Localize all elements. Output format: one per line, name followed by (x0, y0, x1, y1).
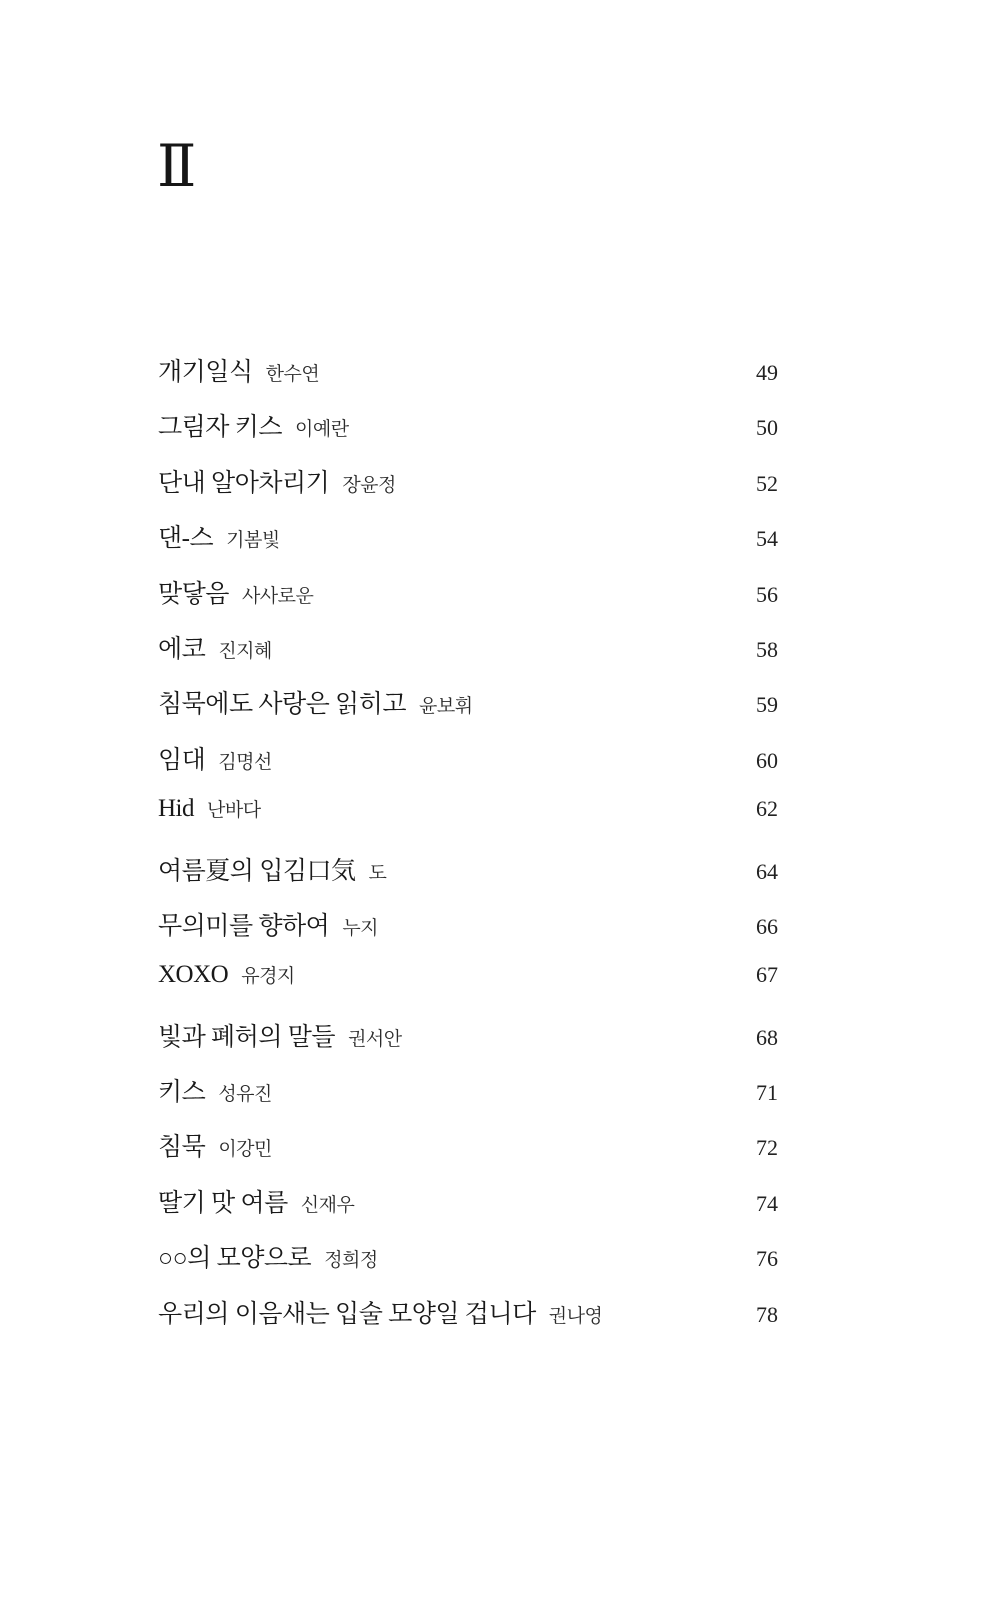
toc-row (158, 684, 778, 739)
toc-row (158, 1183, 778, 1238)
toc-entry-title: 침묵 (158, 1134, 206, 1162)
toc-entry-author: 신재우 (300, 1194, 355, 1216)
toc-row (158, 1238, 778, 1293)
toc-entry-author: 누지 (342, 917, 379, 939)
toc-entry-author: 이예란 (295, 419, 349, 441)
toc-entry-author: 사사로운 (241, 585, 314, 607)
toc-entry-page-number: 56 (756, 581, 778, 607)
toc-entry-title: 우리의 이음새는 입술 모양일 겁니다 (158, 1300, 536, 1328)
toc-entry-title: 단내 알아차리기 (158, 469, 330, 497)
toc-entry-title: 맞닿음 (158, 580, 229, 608)
toc-entry-author: 권나영 (548, 1305, 603, 1327)
toc-row (158, 352, 778, 407)
toc-entry-author: 장윤정 (342, 474, 396, 496)
toc-entry-page-number: 54 (756, 526, 778, 552)
section-heading: Ⅱ (157, 134, 197, 199)
toc-row (158, 851, 778, 906)
toc-entry-page-number: 67 (756, 962, 778, 988)
toc-entry-author: 성유진 (218, 1084, 272, 1106)
toc-entry-author: 기봄빛 (226, 530, 280, 552)
toc-entry-author: 도 (368, 862, 387, 884)
toc-entry-title: ○○의 모양으로 (158, 1245, 312, 1273)
toc-entry-page-number: 62 (756, 796, 778, 822)
toc-row (158, 1072, 778, 1127)
toc-entry-page-number: 66 (756, 913, 778, 939)
toc-entry-title: 댄-스 (158, 525, 214, 553)
toc-row (158, 740, 778, 795)
toc-entry-page-number: 72 (756, 1135, 778, 1161)
toc-entry-author: 김명선 (218, 751, 272, 773)
toc-entry-page-number: 71 (756, 1080, 778, 1106)
toc-entry-page-number: 52 (756, 470, 778, 496)
toc-entry-author: 권서안 (348, 1028, 402, 1050)
toc-entry-title: 그림자 키스 (158, 414, 283, 442)
toc-list (158, 352, 778, 1349)
toc-row (158, 463, 778, 518)
toc-entry-page-number: 49 (756, 360, 778, 385)
toc-entry-page-number: 59 (756, 692, 778, 718)
toc-row (158, 407, 778, 462)
toc-entry-title: 개기일식 (158, 359, 253, 386)
toc-entry-author: 유경지 (241, 966, 295, 988)
toc-entry-page-number: 60 (756, 747, 778, 773)
toc-entry-title: Hid (158, 795, 194, 823)
toc-row (158, 1127, 778, 1182)
toc-entry-title: 빛과 폐허의 말들 (158, 1023, 336, 1051)
toc-entry-author: 이강민 (218, 1139, 272, 1161)
toc-entry-title: 임대 (158, 746, 206, 774)
toc-row (158, 1017, 778, 1072)
toc-entry-page-number: 68 (756, 1024, 778, 1050)
toc-entry-page-number: 50 (756, 415, 778, 441)
toc-entry-page-number: 74 (756, 1190, 778, 1216)
toc-entry-page-number: 64 (756, 858, 778, 884)
toc-row (158, 574, 778, 629)
toc-entry-title: 침묵에도 사랑은 읽히고 (158, 691, 407, 719)
toc-entry-title: 여름夏의 입김口気 (158, 857, 356, 885)
toc-entry-author: 난바다 (207, 800, 261, 822)
toc-row (158, 518, 778, 573)
toc-entry-author: 정희정 (324, 1250, 378, 1272)
toc-row (158, 629, 778, 684)
toc-entry-title: 에코 (158, 635, 206, 663)
toc-row (158, 961, 778, 1016)
toc-entry-title: 딸기 맛 여름 (158, 1189, 288, 1217)
toc-entry-page-number: 76 (756, 1246, 778, 1272)
toc-entry-page-number: 78 (756, 1301, 778, 1327)
toc-row (158, 906, 778, 961)
toc-entry-author: 진지혜 (218, 640, 272, 662)
toc-entry-title: XOXO (158, 961, 229, 989)
toc-row (158, 795, 778, 850)
toc-entry-author: 윤보휘 (419, 696, 473, 718)
toc-entry-page-number: 58 (756, 636, 778, 662)
toc-row (158, 1294, 778, 1349)
toc-entry-author: 한수연 (265, 364, 320, 385)
toc-entry-title: 키스 (158, 1079, 206, 1107)
toc-entry-title: 무의미를 향하여 (158, 912, 330, 940)
